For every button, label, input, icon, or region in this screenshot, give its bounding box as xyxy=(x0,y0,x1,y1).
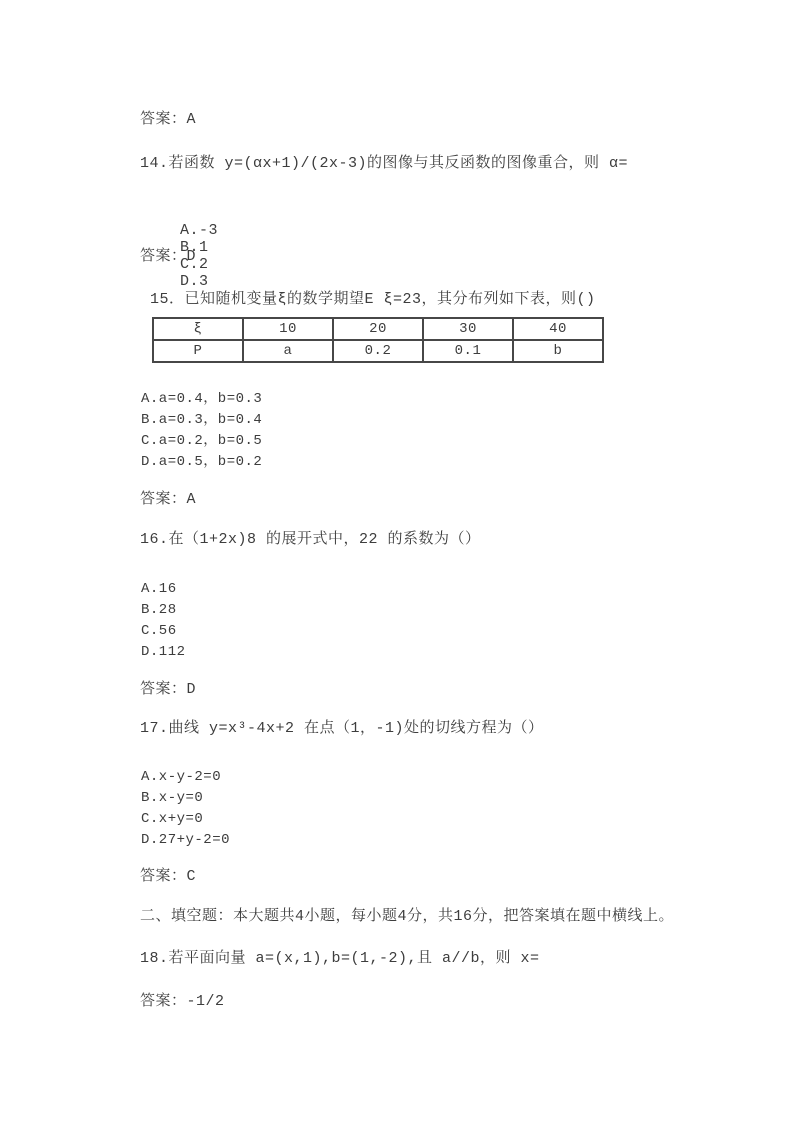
table-row-xi xyxy=(153,318,603,340)
options-q15 xyxy=(141,389,262,473)
option-q14-a: A.-3 xyxy=(180,222,219,239)
option-q16-d: D.112 xyxy=(141,644,186,660)
option-q14-d: D.3 xyxy=(180,273,209,290)
question-stem-16: 16.在（1+2x)8 的展开式中，22 的系数为（） xyxy=(140,531,481,548)
option-q17-d: D.27+y-2=0 xyxy=(141,832,231,848)
option-q16-b: B.28 xyxy=(141,602,177,618)
option-q17-a: A.x-y-2=0 xyxy=(141,769,222,785)
question-stem-17: 17.曲线 y=x³-4x+2 在点（1，-1)处的切线方程为（） xyxy=(140,720,544,737)
option-q15-b: B.a=0.3，b=0.4 xyxy=(141,412,263,428)
options-q17 xyxy=(141,767,230,851)
answer-line-q17: 答案：C xyxy=(140,868,197,885)
option-q14-c: C.2 xyxy=(180,256,209,273)
option-q17-c: C.x+y=0 xyxy=(141,811,204,827)
section-heading-fill-in-blanks: 二、填空题：本大题共4小题，每小题4分，共16分，把答案填在题中横线上。 xyxy=(140,908,675,925)
answer-line-q13: 答案：A xyxy=(140,111,197,128)
option-q15-c: C.a=0.2，b=0.5 xyxy=(141,433,263,449)
distribution-table xyxy=(152,317,604,363)
table-cell: 20 xyxy=(333,318,423,340)
options-q16 xyxy=(141,579,186,663)
option-q15-a: A.a=0.4，b=0.3 xyxy=(141,391,263,407)
option-q17-b: B.x-y=0 xyxy=(141,790,204,806)
answer-line-q15: 答案：A xyxy=(140,491,197,508)
answer-line-q18: 答案：-1/2 xyxy=(140,993,225,1010)
question-stem-14: 14.若函数 y=(αx+1)/(2x-3)的图像与其反函数的图像重合，则 α= xyxy=(140,155,629,172)
table-cell: 0.1 xyxy=(423,340,513,362)
table-cell: a xyxy=(243,340,333,362)
answer-line-q16: 答案：D xyxy=(140,681,197,698)
table-cell: 10 xyxy=(243,318,333,340)
question-stem-18: 18.若平面向量 a=(x,1),b=(1,-2),且 a//b，则 x= xyxy=(140,950,540,967)
table-cell: 40 xyxy=(513,318,603,340)
table-cell: 0.2 xyxy=(333,340,423,362)
table-cell: 30 xyxy=(423,318,513,340)
option-q14-b: B.1 xyxy=(180,239,209,256)
question-stem-15: 15．已知随机变量ξ的数学期望E ξ=23，其分布列如下表，则() xyxy=(150,291,596,308)
table-row-p xyxy=(153,340,603,362)
option-q16-c: C.56 xyxy=(141,623,177,639)
answer-line-q14: 答案：D xyxy=(140,248,197,265)
table-cell: ξ xyxy=(153,318,243,340)
option-q16-a: A.16 xyxy=(141,581,177,597)
option-q15-d: D.a=0.5，b=0.2 xyxy=(141,454,263,470)
table-cell: b xyxy=(513,340,603,362)
table-cell: P xyxy=(153,340,243,362)
